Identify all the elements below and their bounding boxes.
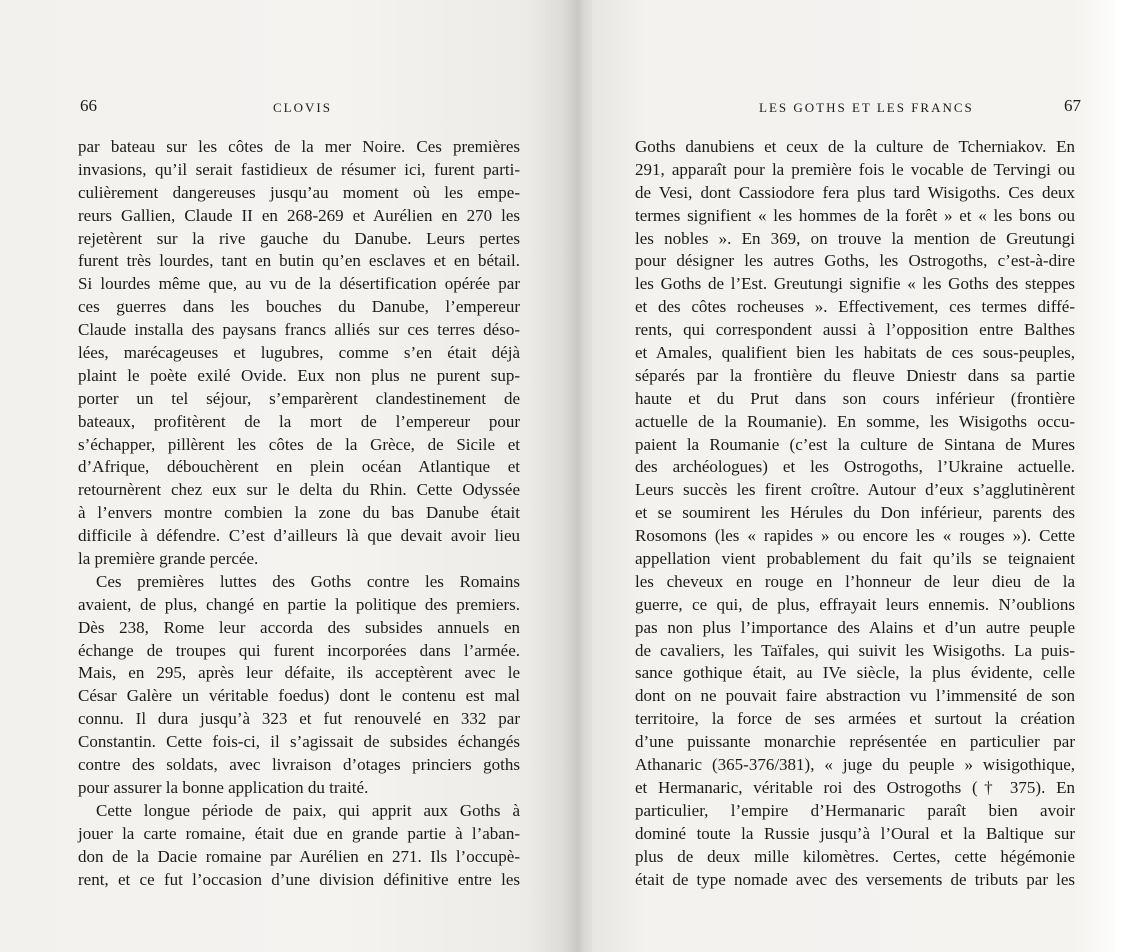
text-line: Athanaric (365-376/381), « juge du peuple » wisigothique, <box>635 755 1075 775</box>
text-line: rejetèrent sur la rive gauche du Danube. Leurs pertes <box>78 228 520 248</box>
text-line: Ces premières luttes des Goths contre les Romains <box>96 571 520 591</box>
text-line: séparés par la frontière du fleuve Dniestr dans sa partie <box>635 365 1075 385</box>
right-running-head: LES GOTHS ET LES FRANCS <box>759 100 974 115</box>
text-line: ces guerres dans les bouches du Danube, l’empereur <box>78 297 520 317</box>
text-line: s’échapper, pillèrent les côtes de la Grèce, de Sicile et <box>78 434 520 454</box>
text-line: dominé toute la Russie jusqu’à l’Oural et la Baltique sur <box>635 823 1075 843</box>
text-line: invasions, qu’il serait fastidieux de résumer ici, furent parti- <box>78 159 520 179</box>
text-line: par bateau sur les côtes de la mer Noire. Ces premières <box>78 137 520 156</box>
text-line: rents, qui correspondent aussi à l’opposition entre Balthes <box>635 320 1075 340</box>
text-line: Cette longue période de paix, qui apprit aux Goths à <box>96 800 520 820</box>
text-line: d’Afrique, débouchèrent en plein océan Atlantique et <box>78 457 520 477</box>
text-line: sance gothique était, au IVe siècle, la plus évidente, celle <box>635 663 1075 683</box>
text-line: Constantin. Cette fois-ci, il s’agissait de subsides échangés <box>78 732 520 752</box>
text-line: les nobles ». En 369, on trouve la mention de Greutungi <box>635 228 1075 248</box>
left-page-number: 66 <box>80 96 97 115</box>
text-line: connu. Il dura jusqu’à 323 et fut renouvelé en 332 par <box>78 709 520 729</box>
text-line: Si lourdes même que, au vu de la désertification opérée par <box>78 274 520 294</box>
text-line: pour désigner les autres Goths, les Ostrogoths, c’est-à-dire <box>635 251 1075 271</box>
text-line: plus de deux mille kilomètres. Certes, cette hégémonie <box>635 846 1075 866</box>
text-line: particulier, l’empire d’Hermanaric paraît bien avoir <box>635 800 1075 820</box>
text-line: culièrement dangereuses jusqu’au moment où les empe- <box>78 182 520 202</box>
right-page <box>592 0 1129 952</box>
text-line: reurs Gallien, Claude II en 268-269 et Aurélien en 270 les <box>78 205 520 225</box>
text-line: actuelle de la Roumanie). En somme, les Wisigoths occu- <box>635 411 1075 431</box>
text-line: et se soumirent les Hérules du Don inférieur, parents des <box>635 503 1075 523</box>
text-line: la première grande percée. <box>78 549 259 569</box>
text-line: jouer la carte romaine, était due en grande partie à l’aban- <box>78 823 520 843</box>
text-line: Leurs succès les firent croître. Autour d’eux s’agglutinèrent <box>635 480 1075 500</box>
text-line: Claude installa des paysans francs alliés sur ces terres déso- <box>78 320 520 340</box>
text-line: don de la Dacie romaine par Aurélien en 271. Ils l’occupè- <box>78 846 520 866</box>
text-line: à l’envers montre combien la zone du bas Danube était <box>78 503 520 523</box>
text-line: avaient, de plus, changé en partie la politique des premiers. <box>78 594 520 614</box>
text-line: retournèrent chez eux sur le delta du Rhin. Cette Odyssée <box>78 480 520 500</box>
text-line: échange de troupes qui furent incorporées dans l’armée. <box>78 640 520 660</box>
text-line: Mais, en 295, après leur défaite, ils acceptèrent avec le <box>78 663 520 683</box>
text-line: bateaux, profitèrent de la mort de l’empereur pour <box>78 411 520 431</box>
text-line: dont on ne pouvait faire abstraction vu l’immensité de son <box>635 686 1075 706</box>
text-line: était de type nomade avec des versements de tributs par les <box>635 869 1075 889</box>
text-line: et Hermanaric, véritable roi des Ostrogoths († 375). En <box>635 777 1075 797</box>
text-line: de Vesi, dont Cassiodore fera plus tard Wisigoths. Ces deux <box>635 182 1075 202</box>
text-line: appellation vient probablement du fait qu’ils se teignaient <box>635 549 1075 569</box>
text-line: paient la Roumanie (c’est la culture de Sintana de Mures <box>635 434 1075 454</box>
text-line: contre des soldats, avec livraison d’otages princiers goths <box>78 755 520 775</box>
text-line: difficile à défendre. C’est d’ailleurs là que devait avoir lieu <box>78 526 520 546</box>
left-running-head: CLOVIS <box>273 100 332 115</box>
page-edge <box>1115 0 1129 952</box>
text-line: de cavaliers, les Taïfales, qui suivit les Wisigoths. La puis- <box>635 640 1075 660</box>
text-line: les cheveux en rouge en l’honneur de leur dieu de la <box>635 571 1075 591</box>
left-page-body <box>78 136 520 891</box>
text-line: pour assurer la bonne application du traité. <box>78 777 369 797</box>
text-line: et des côtes rocheuses ». Effectivement, ces termes diffé- <box>635 297 1075 317</box>
text-line: furent très lourdes, tant en butin qu’en esclaves et en bétail. <box>78 251 520 271</box>
text-line: termes signifient « les hommes de la forêt » et « les bons ou <box>635 205 1075 225</box>
text-line: guerre, ce qui, de plus, effrayait leurs ennemis. N’oublions <box>635 594 1075 614</box>
text-line: Dès 238, Rome leur accorda des subsides annuels en <box>78 617 520 637</box>
text-line: Goths danubiens et ceux de la culture de Tcherniakov. En <box>635 137 1075 156</box>
text-line: les Goths de l’Est. Greutungi signifie « les Goths des steppes <box>635 274 1075 294</box>
text-line: plaint le poète exilé Ovide. Eux non plus ne purent sup- <box>78 365 520 385</box>
text-line: lées, marécageuses et lugubres, comme s’en était déjà <box>78 343 520 363</box>
text-line: pas non plus l’importance des Alains et d’un autre peuple <box>635 617 1075 637</box>
right-page-body <box>635 136 1075 891</box>
text-line: rent, et ce fut l’occasion d’une division définitive entre les <box>78 869 520 889</box>
text-line: porter un tel séjour, s’emparèrent clandestinement de <box>78 388 520 408</box>
text-line: territoire, la force de ses armées et surtout la création <box>635 709 1075 729</box>
text-line: des archéologues) et les Ostrogoths, l’Ukraine actuelle. <box>635 457 1075 477</box>
right-page-number: 67 <box>1064 96 1081 115</box>
text-line: d’une puissante monarchie représentée en particulier par <box>635 732 1075 752</box>
text-line: haute et du Prut dans son cours inférieur (frontière <box>635 388 1075 408</box>
text-line: et Amales, qualifient bien les habitats de ces sous-peuples, <box>635 343 1075 363</box>
text-line: César Galère un véritable foedus) dont le contenu est mal <box>78 686 520 706</box>
text-line: Rosomons (les « rapides » ou encore les « rouges »). Cette <box>635 526 1075 546</box>
text-line: 291, apparaît pour la première fois le vocable de Tervingi ou <box>635 159 1075 179</box>
